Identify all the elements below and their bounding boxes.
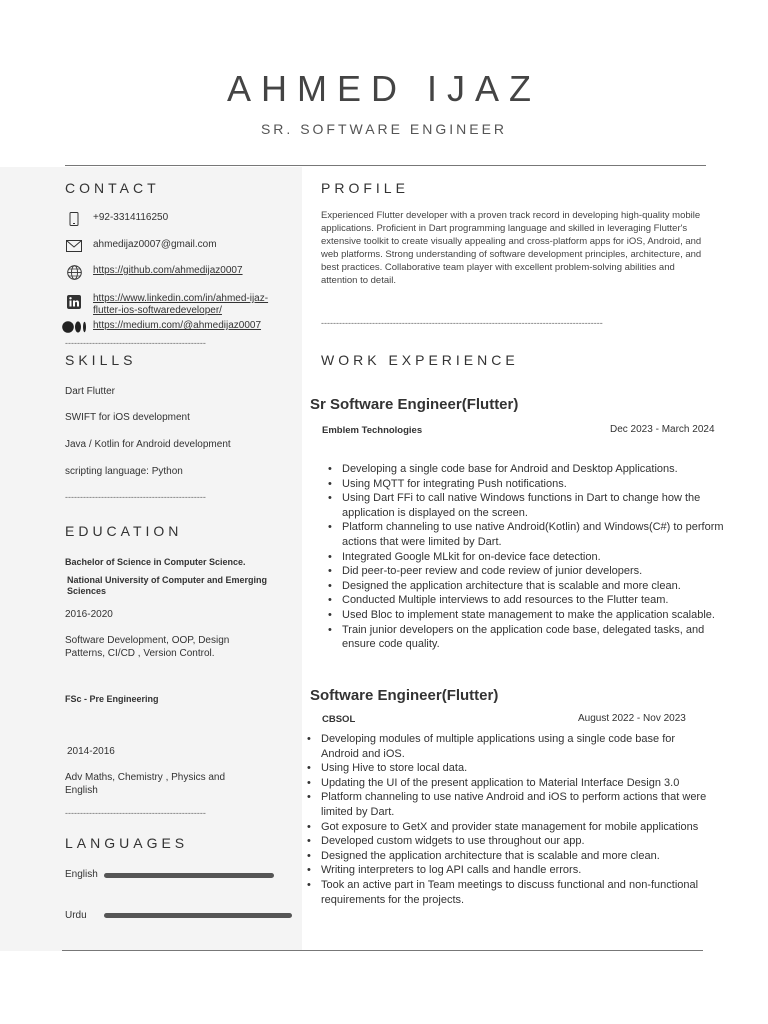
list-item: • Using MQTT for integrating Push notifications. <box>322 477 724 492</box>
education-heading: EDUCATION <box>65 523 183 539</box>
github-link[interactable]: https://github.com/ahmedijaz0007 <box>93 265 243 276</box>
list-item: • Platform channeling to use native Android and iOS to perform actions that were limited by Dart. <box>301 790 711 819</box>
list-item: • Updating the UI of the present application to Material Interface Design 3.0 <box>301 776 711 791</box>
list-item: • Got exposure to GetX and provider state management for mobile applications <box>301 820 711 835</box>
list-item: • Integrated Google MLkit for on-device face detection. <box>322 550 724 565</box>
contact-linkedin[interactable] <box>65 293 268 317</box>
medium-link[interactable]: https://medium.com/@ahmedijaz0007 <box>93 320 262 331</box>
contact-phone <box>65 212 168 226</box>
contact-email[interactable] <box>65 239 217 253</box>
job-bullets <box>301 732 711 907</box>
education-years: 2016-2020 <box>65 609 113 620</box>
fsc-courses: Adv Maths, Chemistry , Physics and English <box>65 772 226 796</box>
globe-icon <box>65 265 83 279</box>
job-company: Emblem Technologies <box>322 425 423 436</box>
job-dates: August 2022 - Nov 2023 <box>578 713 686 724</box>
profile-text: Experienced Flutter developer with a proven track record in developing high-quality mobile applications. Proficient in Dart programming language and skilled in leveraging Flutter's extensive toolkit to create visually appealing and cross-platform apps for iOS, Android, and web platforms. Strong understanding of software development principles, architecture, and best practices. Collaborative team player with excellent problem-solving abilities and attention to detail. <box>321 210 702 286</box>
degree: Bachelor of Science in Computer Science. <box>65 557 246 567</box>
list-item: • Writing interpreters to log API calls and handle errors. <box>301 863 711 878</box>
phone-icon <box>65 212 83 226</box>
language-name: Urdu <box>65 910 87 921</box>
job-company: CBSOL <box>322 714 356 725</box>
linkedin-link-line2[interactable]: flutter-ios-softwaredeveloper/ <box>93 305 222 316</box>
job-bullets <box>322 462 724 652</box>
left-divider: ----------------------------------------------- <box>65 492 206 502</box>
work-experience-heading: WORK EXPERIENCE <box>321 352 519 368</box>
left-divider: ----------------------------------------------- <box>65 338 206 348</box>
bottom-rule <box>62 950 703 951</box>
skill-item: Java / Kotlin for Android development <box>65 439 231 450</box>
list-item: • Took an active part in Team meetings to discuss functional and non-functional requirements for the projects. <box>301 878 711 907</box>
fsc-years: 2014-2016 <box>67 746 115 757</box>
list-item: • Developing a single code base for Android and Desktop Applications. <box>322 462 724 477</box>
list-item: • Did peer-to-peer review and code review of junior developers. <box>322 564 724 579</box>
linkedin-icon <box>65 295 83 309</box>
education-courses: Software Development, OOP, Design Patterns, CI/CD , Version Control. <box>65 635 230 659</box>
medium-icon <box>61 320 89 334</box>
job-dates: Dec 2023 - March 2024 <box>610 424 715 435</box>
skills-heading: SKILLS <box>65 352 137 368</box>
list-item: • Train junior developers on the application code base, delegated tasks, and ensure code quality. <box>322 623 724 652</box>
phone-text: +92-3314116250 <box>93 212 169 223</box>
job-title: Software Engineer(Flutter) <box>310 687 499 704</box>
list-item: • Conducted Multiple interviews to add resources to the Flutter team. <box>322 593 724 608</box>
skill-item: SWIFT for iOS development <box>65 412 190 423</box>
list-item: • Designed the application architecture that is scalable and more clean. <box>301 849 711 864</box>
list-item: • Developed custom widgets to use throughout our app. <box>301 834 711 849</box>
linkedin-link-line1[interactable]: https://www.linkedin.com/in/ahmed-ijaz- <box>93 293 269 304</box>
mail-icon <box>65 239 83 253</box>
list-item: • Using Hive to store local data. <box>301 761 711 776</box>
contact-medium[interactable] <box>61 320 261 334</box>
list-item: • Using Dart FFi to call native Windows functions in Dart to change how the application is displayed on the screen. <box>322 491 724 520</box>
language-name: English <box>65 869 98 880</box>
skill-item: scripting language: Python <box>65 466 183 477</box>
email-text[interactable]: ahmedijaz0007@gmail.com <box>93 239 217 250</box>
language-level-bar <box>104 873 274 878</box>
right-divider: ---------------------------------------------------------------------------------------------- <box>321 318 603 328</box>
top-rule <box>65 165 706 166</box>
list-item: • Developing modules of multiple applications using a single code base for Android and iOS. <box>301 732 711 761</box>
contact-github[interactable] <box>65 265 243 279</box>
list-item: • Used Bloc to implement state management to make the application scalable. <box>322 608 724 623</box>
list-item: • Platform channeling to use native Android(Kotlin) and Windows(C#) to perform actions that were limited by Dart. <box>322 520 724 549</box>
languages-heading: LANGUAGES <box>65 835 189 851</box>
skill-item: Dart Flutter <box>65 386 116 397</box>
language-level-bar <box>104 913 292 918</box>
left-divider: ----------------------------------------------- <box>65 808 206 818</box>
list-item: • Designed the application architecture that is scalable and more clean. <box>322 579 724 594</box>
resume-name: AHMED IJAZ <box>226 68 541 109</box>
contact-heading: CONTACT <box>65 180 160 196</box>
university: National University of Computer and Emerging Sciences <box>67 575 268 596</box>
job-title: Sr Software Engineer(Flutter) <box>310 396 519 413</box>
resume-title: SR. SOFTWARE ENGINEER <box>260 121 508 137</box>
profile-heading: PROFILE <box>321 180 409 196</box>
fsc-title: FSc - Pre Engineering <box>65 694 159 704</box>
